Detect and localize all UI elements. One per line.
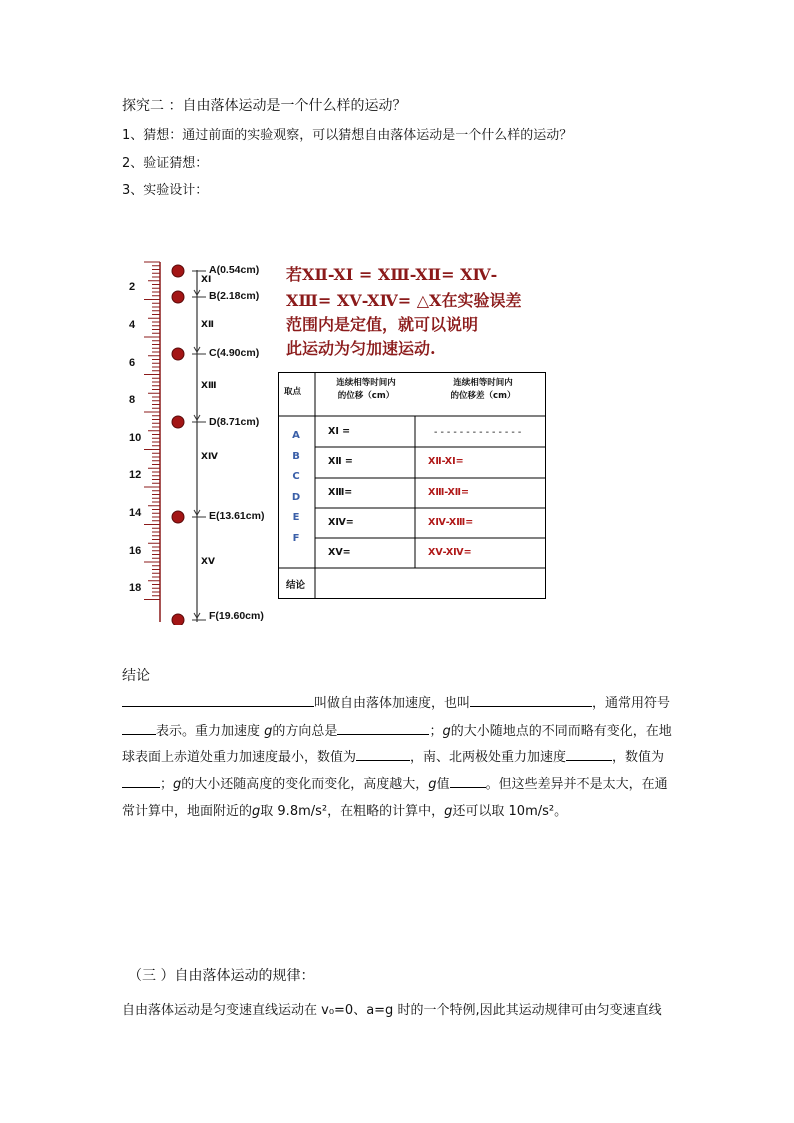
ruler-number: 2: [129, 281, 136, 293]
red-note-line: 范围内是定值，就可以说明: [286, 315, 479, 334]
ruler-number: 6: [129, 357, 136, 369]
diff-cell: XⅡ-XⅠ=: [428, 456, 464, 467]
disp-cell: XⅠ =: [328, 426, 351, 437]
segment-label: XⅠ: [201, 275, 212, 285]
ruler-number: 12: [129, 469, 142, 481]
tape-dot: [172, 511, 184, 523]
ruler-number: 14: [129, 507, 142, 519]
conclusion-line-2: 表示。重力加速度 g的方向总是 ；g的大小随地点的不同而略有变化，在地: [122, 720, 672, 739]
ruler-tick-marks: [144, 262, 160, 600]
ruler-number: 10: [129, 432, 142, 444]
section3-heading: （三 ）自由落体运动的规律：: [128, 968, 315, 984]
segment-label: XⅤ: [201, 557, 215, 567]
ruler-number: 18: [129, 582, 142, 594]
table-footer-label: 结论: [286, 580, 306, 591]
disp-cell: XⅤ=: [328, 547, 351, 558]
section-title: 探究二 ：自由落体运动是一个什么样的运动？: [122, 98, 407, 114]
tape-dot: [172, 291, 184, 303]
fill-blank[interactable]: [122, 774, 160, 788]
tape-dots: [172, 265, 206, 625]
point-label-a: A(0.54cm): [209, 264, 260, 276]
tape-dot: [172, 416, 184, 428]
fill-blank[interactable]: [470, 693, 592, 707]
disp-cell: XⅣ=: [328, 517, 354, 528]
point-letters: A B C D E F: [291, 430, 301, 544]
point-label-f: F(19.60cm): [209, 610, 264, 622]
red-note-line: XⅢ= XⅤ-XⅣ= △X在实验误差: [286, 291, 522, 310]
ruler-number: 4: [129, 319, 136, 331]
data-table: [278, 372, 548, 602]
point-label-d: D(8.71cm): [209, 416, 260, 428]
table-grid: [278, 372, 548, 602]
point-label-b: B(2.18cm): [209, 290, 260, 302]
tape-dot: [172, 265, 184, 277]
disp-cell: XⅢ=: [328, 487, 353, 498]
tape-dot: [172, 348, 184, 360]
fill-blank[interactable]: [450, 774, 486, 788]
table-head-difference: 连续相等时间内 的位移差（cm）: [450, 378, 516, 401]
red-note-line: 此运动为匀加速运动.: [286, 339, 436, 358]
table-head-displacement: 连续相等时间内 的位移（cm）: [336, 378, 396, 401]
item-verify: 2、验证猜想：: [122, 156, 209, 171]
conclusion-line-5: 常计算中，地面附近的g取 9.8m/s²，在粗略的计算中，g还可以取 10m/s²。: [122, 804, 568, 819]
tape-dot: [172, 614, 184, 625]
diff-cell: XⅣ-XⅢ=: [428, 517, 474, 528]
ruler-number: 8: [129, 394, 136, 406]
table-head-point: 取点: [284, 387, 302, 397]
point-label-e: E(13.61cm): [209, 510, 265, 522]
diff-cell: XⅢ-XⅡ=: [428, 487, 470, 498]
segment-label: XⅡ: [201, 320, 214, 330]
experiment-figure: [120, 250, 560, 625]
conclusion-line-1: 叫做自由落体加速度，也叫 ，通常用符号: [122, 692, 670, 711]
item-design: 3、实验设计：: [122, 183, 209, 198]
fill-blank[interactable]: [337, 721, 429, 735]
fill-blank[interactable]: [566, 747, 612, 761]
fill-blank[interactable]: [122, 721, 156, 735]
disp-cell: XⅡ =: [328, 456, 353, 467]
ruler-number: 16: [129, 545, 142, 557]
fill-blank[interactable]: [122, 693, 314, 707]
segment-label: XⅢ: [201, 381, 217, 391]
section3-paragraph: 自由落体运动是匀变速直线运动在 v₀=0、a=g 时的一个特例,因此其运动规律可由匀变速直线: [122, 1003, 662, 1018]
conclusion-heading: 结论: [122, 668, 150, 684]
segment-label: XⅣ: [201, 452, 218, 462]
conclusion-line-3: 球表面上赤道处重力加速度最小，数值为 ，南、北两极处重力加速度 ，数值为: [122, 746, 664, 765]
diff-cell: XⅤ-XⅣ=: [428, 547, 472, 558]
fill-blank[interactable]: [356, 747, 410, 761]
diff-dash: - - - - - - - - - - - - - -: [434, 427, 522, 438]
point-label-c: C(4.90cm): [209, 347, 260, 359]
item-guess: 1、猜想：通过前面的实验观察，可以猜想自由落体运动是一个什么样的运动？: [122, 128, 573, 143]
red-note-line: 若XⅡ-XⅠ = XⅢ-XⅡ= XⅣ-: [286, 265, 498, 284]
conclusion-line-4: ；g的大小还随高度的变化而变化，高度越大，g值 。但这些差异并不是太大，在通: [122, 773, 668, 792]
